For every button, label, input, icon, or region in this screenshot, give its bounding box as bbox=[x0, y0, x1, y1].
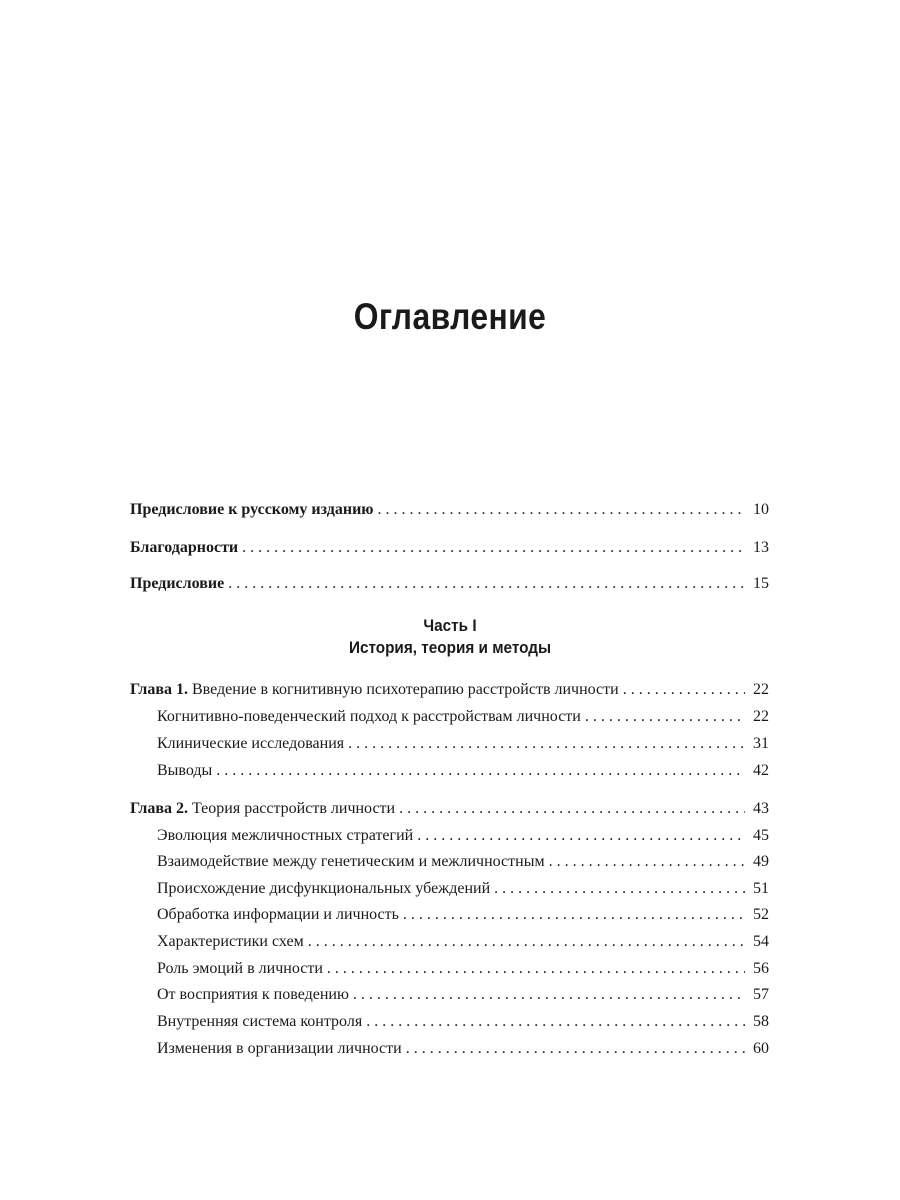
toc-entry-label: Благодарности bbox=[130, 539, 239, 556]
chapter-prefix: Глава 2. bbox=[130, 800, 188, 817]
toc-page-number: 54 bbox=[753, 933, 769, 950]
toc-section[interactable] bbox=[130, 929, 769, 955]
dot-leader bbox=[417, 823, 745, 849]
toc-entry-label: Выводы bbox=[157, 762, 213, 779]
toc-section[interactable] bbox=[130, 704, 769, 730]
dot-leader bbox=[308, 929, 745, 955]
toc-entry-russian-preface[interactable] bbox=[130, 497, 769, 523]
toc-entry-label: Эволюция межличностных стратегий bbox=[157, 827, 414, 844]
chapter-title: Введение в когнитивную психотерапию расстройств личности bbox=[192, 681, 619, 698]
part-title: История, теория и методы bbox=[348, 638, 552, 657]
toc-chapter-2[interactable] bbox=[130, 796, 769, 822]
toc-page-number: 43 bbox=[753, 800, 769, 817]
toc-page-number: 51 bbox=[753, 880, 769, 897]
toc-entry-label: Характеристики схем bbox=[157, 933, 304, 950]
toc-entry-label: От восприятия к поведению bbox=[157, 986, 349, 1003]
toc-page-number: 57 bbox=[753, 986, 769, 1003]
toc-entry-label: Роль эмоций в личности bbox=[157, 960, 323, 977]
toc-section[interactable] bbox=[130, 1036, 769, 1062]
part-number: Часть I bbox=[423, 616, 477, 635]
toc-page-number: 56 bbox=[753, 960, 769, 977]
toc-page-number: 52 bbox=[753, 906, 769, 923]
toc-section[interactable] bbox=[130, 876, 769, 902]
toc-entry-label: Клинические исследования bbox=[157, 735, 345, 752]
toc-page-number: 13 bbox=[753, 539, 769, 556]
toc-entry-acknowledgements[interactable] bbox=[130, 535, 769, 561]
toc-section[interactable] bbox=[130, 956, 769, 982]
toc-entry-preface[interactable] bbox=[130, 571, 769, 597]
page-title: Оглавление bbox=[353, 296, 547, 337]
dot-leader bbox=[216, 758, 745, 784]
toc-section[interactable] bbox=[130, 758, 769, 784]
dot-leader bbox=[378, 497, 745, 523]
toc-page-number: 45 bbox=[753, 827, 769, 844]
toc-entry-label: Изменения в организации личности bbox=[157, 1040, 402, 1057]
chapter-title: Теория расстройств личности bbox=[192, 800, 396, 817]
toc-section[interactable] bbox=[130, 982, 769, 1008]
toc-page-number: 42 bbox=[753, 762, 769, 779]
toc-section[interactable] bbox=[130, 823, 769, 849]
toc-page-number: 15 bbox=[753, 575, 769, 592]
dot-leader bbox=[585, 704, 745, 730]
toc-page-number: 22 bbox=[753, 708, 769, 725]
dot-leader bbox=[242, 535, 745, 561]
toc-page-number: 49 bbox=[753, 853, 769, 870]
dot-leader bbox=[366, 1009, 745, 1035]
dot-leader bbox=[549, 849, 745, 875]
dot-leader bbox=[348, 731, 745, 757]
toc-entry-label: Предисловие bbox=[130, 575, 225, 592]
chapter-prefix: Глава 1. bbox=[130, 681, 188, 698]
toc-page-number: 31 bbox=[753, 735, 769, 752]
toc-entry-label bbox=[130, 677, 619, 703]
toc-page-number: 22 bbox=[753, 681, 769, 698]
dot-leader bbox=[353, 982, 745, 1008]
toc-entry-label bbox=[130, 796, 395, 822]
toc-entry-label: Взаимодействие между генетическим и межличностным bbox=[157, 853, 545, 870]
dot-leader bbox=[228, 571, 745, 597]
toc-section[interactable] bbox=[130, 1009, 769, 1035]
dot-leader bbox=[623, 677, 745, 703]
toc-entry-label: Предисловие к русскому изданию bbox=[130, 501, 374, 518]
toc-entry-label: Происхождение дисфункциональных убеждений bbox=[157, 880, 491, 897]
toc-section[interactable] bbox=[130, 902, 769, 928]
toc-chapter-1[interactable] bbox=[130, 677, 769, 703]
toc-page-number: 58 bbox=[753, 1013, 769, 1030]
toc-section[interactable] bbox=[130, 731, 769, 757]
dot-leader bbox=[403, 902, 745, 928]
toc-page-number: 60 bbox=[753, 1040, 769, 1057]
toc-entry-label: Внутренняя система контроля bbox=[157, 1013, 363, 1030]
toc-section[interactable] bbox=[130, 849, 769, 875]
dot-leader bbox=[399, 796, 745, 822]
toc-page-number: 10 bbox=[753, 501, 769, 518]
dot-leader bbox=[327, 956, 745, 982]
dot-leader bbox=[494, 876, 745, 902]
dot-leader bbox=[406, 1036, 745, 1062]
toc-entry-label: Обработка информации и личность bbox=[157, 906, 399, 923]
toc-entry-label: Когнитивно-поведенческий подход к расстройствам личности bbox=[157, 708, 581, 725]
